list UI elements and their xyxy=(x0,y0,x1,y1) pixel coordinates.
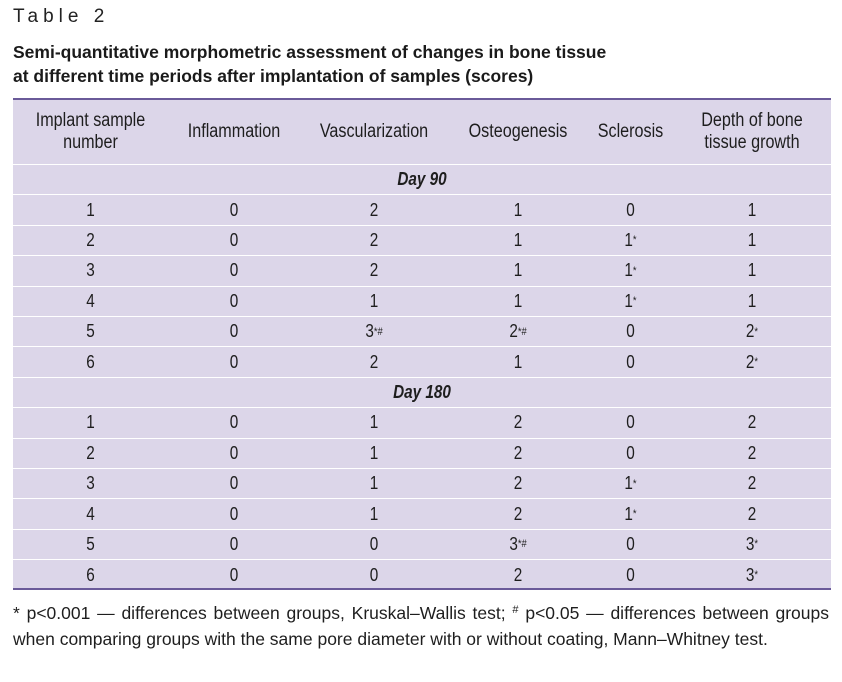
cell-value: 3 xyxy=(365,321,374,342)
cell-value: 3 xyxy=(509,533,518,554)
cell-sample-number: 2 xyxy=(86,442,95,463)
footnote-part-1: * p<0.001 — differences between groups, Kruskal–Wallis test; xyxy=(13,603,513,623)
header-text xyxy=(320,121,428,143)
data-table xyxy=(13,98,831,590)
header-text-line: Osteogenesis xyxy=(468,121,568,142)
cell-depth-of-growth: 2 xyxy=(747,473,757,494)
cell-sclerosis: 1 * xyxy=(624,290,637,311)
cell-osteogenesis: 3 *# xyxy=(509,533,527,554)
cell-sample-number: 3 xyxy=(86,260,95,281)
cell-sample-number: 5 xyxy=(86,321,95,342)
cell-sample-number: 1 xyxy=(86,412,95,433)
cell-sample-number: 1 xyxy=(86,199,95,220)
cell-sample-number: 4 xyxy=(86,503,95,524)
table-row xyxy=(13,408,831,438)
table-label: Table 2 xyxy=(13,6,110,27)
cell-sclerosis: 1 * xyxy=(624,229,637,250)
cell-sclerosis: 0 xyxy=(626,199,635,220)
section-row xyxy=(13,165,831,195)
cell-value: 1 xyxy=(624,260,633,281)
cell-sample-number: 6 xyxy=(86,564,95,585)
cell-vascularization: 1 xyxy=(369,290,379,311)
cell-osteogenesis: 1 xyxy=(513,229,523,250)
cell-osteogenesis: 1 xyxy=(513,260,523,281)
cell-osteogenesis: 2 xyxy=(513,503,523,524)
title-line-1: Semi-quantitative morphometric assessment of changes in bone tissue xyxy=(13,42,607,62)
table-title xyxy=(13,40,833,88)
cell-value: 1 xyxy=(624,229,633,250)
cell-depth-of-growth: 1 xyxy=(747,260,757,281)
header-text xyxy=(469,121,568,143)
cell-sclerosis: 1 * xyxy=(624,503,637,524)
cell-value: 3 xyxy=(745,564,755,585)
header-text xyxy=(36,110,146,154)
header-text-line: tissue growth xyxy=(704,132,800,153)
cell-inflammation: 0 xyxy=(229,412,239,433)
title-line-2: at different time periods after implantation of samples (scores) xyxy=(13,66,534,86)
cell-inflammation: 0 xyxy=(229,199,239,220)
cell-value: 3 xyxy=(745,533,755,554)
header-text xyxy=(701,110,802,154)
cell-sample-number: 2 xyxy=(86,229,95,250)
cell-sample-number: 4 xyxy=(86,290,95,311)
table-row xyxy=(13,226,831,256)
header-text-line: Vascularization xyxy=(319,121,429,142)
cell-osteogenesis: 1 xyxy=(513,351,523,372)
cell-sclerosis: 1 * xyxy=(624,260,637,281)
header-text-line: Depth of bone xyxy=(701,110,803,131)
header-text xyxy=(598,121,664,143)
cell-depth-of-growth: 3 * xyxy=(745,533,759,554)
cell-depth-of-growth: 1 xyxy=(747,229,757,250)
cell-vascularization: 2 xyxy=(369,260,379,281)
section-row xyxy=(13,378,831,408)
cell-vascularization: 2 xyxy=(369,199,379,220)
cell-sample-number: 6 xyxy=(86,351,95,372)
table-row xyxy=(13,499,831,529)
header-vascularization xyxy=(311,100,437,164)
cell-sclerosis: 0 xyxy=(626,351,635,372)
header-row xyxy=(13,100,831,165)
header-text-line: Inflammation xyxy=(187,121,281,142)
header-text-line: Sclerosis xyxy=(597,121,664,142)
cell-depth-of-growth: 2 xyxy=(747,412,757,433)
cell-vascularization: 1 xyxy=(369,442,379,463)
cell-sclerosis: 0 xyxy=(626,442,635,463)
cell-inflammation: 0 xyxy=(229,564,239,585)
cell-vascularization: 2 xyxy=(369,351,379,372)
cell-osteogenesis: 2 *# xyxy=(509,321,527,342)
cell-vascularization: 0 xyxy=(369,564,379,585)
cell-value: 2 xyxy=(745,321,755,342)
section-label: Day 180 xyxy=(393,381,451,402)
cell-value: 1 xyxy=(624,290,633,311)
table-row xyxy=(13,560,831,590)
cell-sclerosis: 0 xyxy=(626,564,635,585)
cell-inflammation: 0 xyxy=(229,321,239,342)
cell-depth-of-growth: 2 * xyxy=(745,351,759,372)
cell-sclerosis: 0 xyxy=(626,412,635,433)
table-footnote xyxy=(13,600,829,652)
cell-osteogenesis: 2 xyxy=(513,564,523,585)
cell-vascularization: 1 xyxy=(369,412,379,433)
table-row xyxy=(13,347,831,377)
cell-depth-of-growth: 2 xyxy=(747,442,757,463)
cell-vascularization: 3 *# xyxy=(365,321,383,342)
table-row xyxy=(13,195,831,225)
header-osteogenesis xyxy=(459,100,578,164)
table-row xyxy=(13,530,831,560)
header-inflammation xyxy=(178,100,290,164)
header-text xyxy=(188,121,280,143)
table-row xyxy=(13,256,831,286)
table-row xyxy=(13,439,831,469)
footnote-part-2: p<0.05 — differences between groups when comparing groups with the same pore diameter with or without coating, Mann–Whitney test. xyxy=(13,603,829,649)
cell-osteogenesis: 2 xyxy=(513,473,523,494)
cell-inflammation: 0 xyxy=(229,290,239,311)
cell-inflammation: 0 xyxy=(229,473,239,494)
cell-inflammation: 0 xyxy=(229,260,239,281)
cell-vascularization: 0 xyxy=(369,533,379,554)
cell-value: 2 xyxy=(509,321,518,342)
cell-sample-number: 5 xyxy=(86,533,95,554)
header-depth-of-growth xyxy=(685,100,819,164)
cell-inflammation: 0 xyxy=(229,351,239,372)
cell-depth-of-growth: 1 xyxy=(747,290,757,311)
header-sclerosis xyxy=(594,100,666,164)
cell-sclerosis: 0 xyxy=(626,321,635,342)
cell-depth-of-growth: 2 xyxy=(747,503,757,524)
cell-value: 1 xyxy=(624,503,633,524)
cell-inflammation: 0 xyxy=(229,503,239,524)
header-text-line: number xyxy=(63,132,118,153)
cell-osteogenesis: 2 xyxy=(513,412,523,433)
footnote-hash-mark: # xyxy=(512,604,519,616)
table-row xyxy=(13,317,831,347)
cell-osteogenesis: 1 xyxy=(513,199,523,220)
cell-depth-of-growth: 2 * xyxy=(745,321,759,342)
cell-depth-of-growth: 1 xyxy=(747,199,757,220)
cell-inflammation: 0 xyxy=(229,533,239,554)
header-sample-number xyxy=(25,100,157,164)
cell-vascularization: 1 xyxy=(369,473,379,494)
cell-osteogenesis: 1 xyxy=(513,290,523,311)
cell-sample-number: 3 xyxy=(86,473,95,494)
cell-osteogenesis: 2 xyxy=(513,442,523,463)
cell-sclerosis: 0 xyxy=(626,533,635,554)
section-label: Day 90 xyxy=(397,169,447,190)
cell-sclerosis: 1 * xyxy=(624,473,637,494)
table-row xyxy=(13,287,831,317)
cell-inflammation: 0 xyxy=(229,229,239,250)
cell-vascularization: 2 xyxy=(369,229,379,250)
cell-value: 2 xyxy=(745,351,755,372)
cell-depth-of-growth: 3 * xyxy=(745,564,759,585)
cell-inflammation: 0 xyxy=(229,442,239,463)
table-row xyxy=(13,469,831,499)
cell-vascularization: 1 xyxy=(369,503,379,524)
header-text-line: Implant sample xyxy=(35,110,146,131)
cell-value: 1 xyxy=(624,473,633,494)
